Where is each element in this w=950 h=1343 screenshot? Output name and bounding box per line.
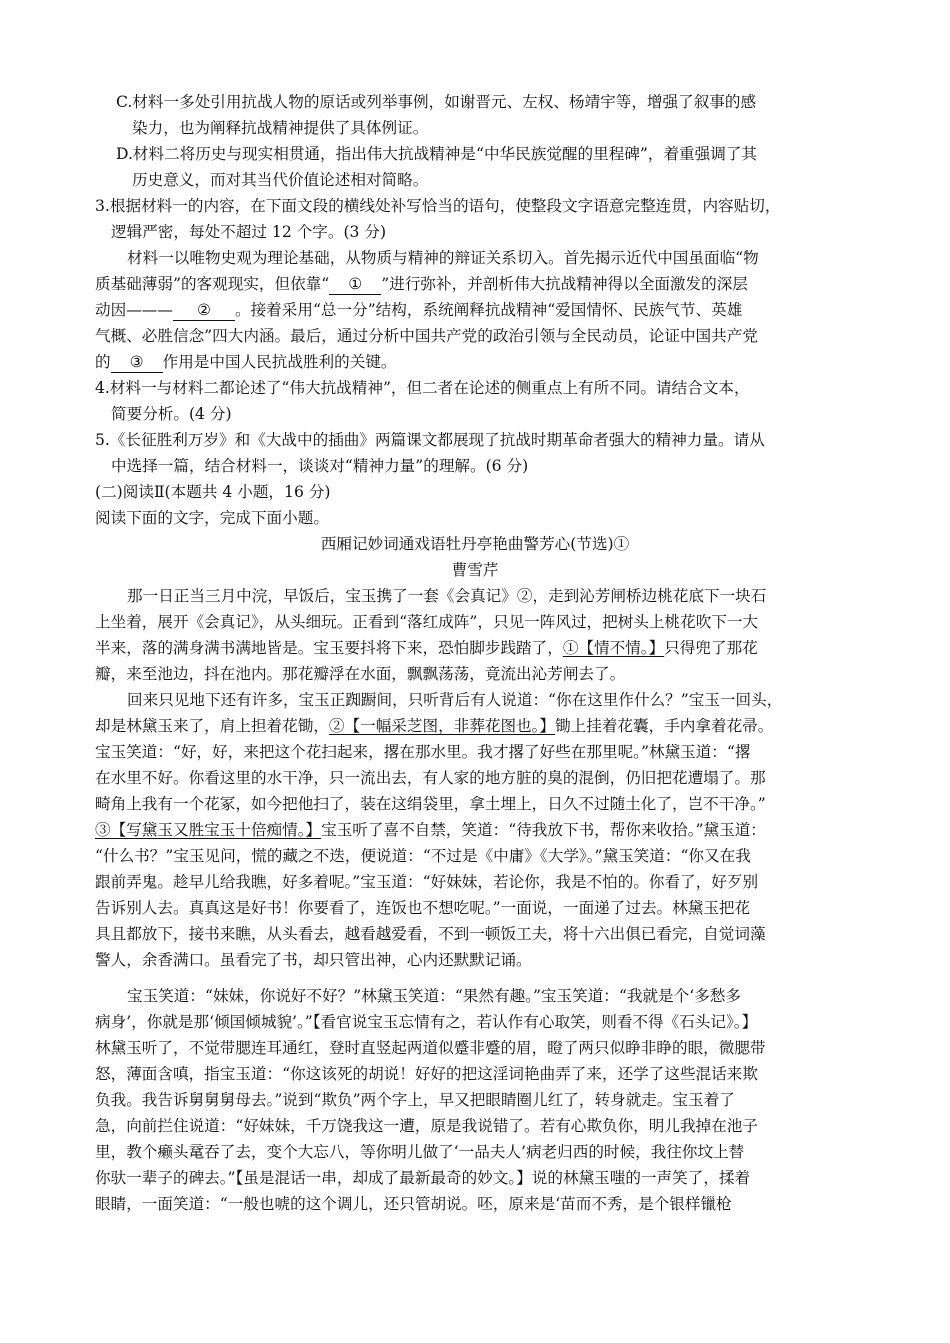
p3-line2: 病身’，你就是那‘倾国倾城貌’。”【看官说宝玉忘情有之，若认作有心取笑，则看不得《石头记》。】 <box>95 1013 758 1031</box>
passage-author: 曹雪芹 <box>451 561 499 579</box>
p3-line7: 里，教个癞头鼋吞了去，变个大忘八，等你明儿做了‘一品夫人’病老归西的时候，我往你坟上替 <box>95 1143 745 1161</box>
p3-line3: 林黛玉听了，不觉带腮连耳通红，登时直竖起两道似蹙非蹙的眉，瞪了两只似睁非睁的眼，微腮带 <box>95 1039 766 1057</box>
p1-line4: 瓣，来至池边，抖在池内。那花瓣浮在水面，飘飘荡荡，竟流出沁芳闸去了。 <box>95 665 626 683</box>
p2-line4: 在水里不好。你看这里的水干净，只一流出去，有人家的地方脏的臭的混倒，仍旧把花遭塌了。那 <box>95 769 766 787</box>
question-3-passage-line2 <box>95 273 748 295</box>
p3-line9: 眼睛，一面笑道：“一般也唬的这个调儿，还只管胡说。呸，原来是‘苗而不秀，是个银样镴枪 <box>95 1195 732 1213</box>
p2-line2 <box>95 715 773 737</box>
p1-line3-after: 只得兜了那花 <box>664 639 758 657</box>
p2-line11: 警人，余香满口。虽看完了书，却只管出神，心内还默默记诵。 <box>95 951 532 969</box>
p2-line2-after: 锄上挂着花囊，手内拿着花帚。 <box>555 717 774 735</box>
p2-line6-after: 宝玉听了喜不自禁，笑道：“待我放下书，帮你来收拾。”黛玉道： <box>321 821 766 839</box>
question-3-passage-line5 <box>95 351 397 373</box>
section-heading: (二)阅读Ⅱ(本题共 4 小题，16 分) <box>95 483 331 501</box>
question-4-line2: 简要分析。(4 分) <box>111 405 232 423</box>
passage-title: 西厢记妙词通戏语牡丹亭艳曲警芳心(节选)① <box>320 535 630 553</box>
p2-line9: 告诉别人去。真真这是好书！你要看了，连饭也不想吃呢。”一面说，一面递了过去。林黛玉把花 <box>95 899 751 917</box>
q3-text-e: 的 <box>95 353 111 371</box>
annotation-1: ①【情不情。】 <box>562 639 665 657</box>
question-5-line1: 5.《长征胜利万岁》和《大战中的插曲》两篇课文都展现了抗战时期革命者强大的精神力量。请从 <box>95 431 765 449</box>
p3-line4: 怒，薄面含嗔，指宝玉道：“你这该死的胡说！好好的把这淫词艳曲弄了来，还学了这些混话来欺 <box>95 1065 758 1083</box>
q3-text-f: 作用是中国人民抗战胜利的关键。 <box>162 353 397 371</box>
option-c-line1: C.材料一多处引用抗战人物的原话或列举事例，如谢晋元、左权、杨靖宇等，增强了叙事的感 <box>116 93 757 111</box>
p2-line6 <box>95 819 766 841</box>
q3-text-b: ”进行弥补，并剖析伟大抗战精神得以全面激发的深层 <box>381 275 748 293</box>
annotation-2: ②【一幅采芝图，非葬花图也。】 <box>328 717 556 735</box>
option-d-line1: D.材料二将历史与现实相贯通，指出伟大抗战精神是“中华民族觉醒的里程碑”，着重强调了其 <box>116 145 758 163</box>
p2-line10: 具且都放下，接书来瞧，从头看去，越看越爱看，不到一顿饭工夫，将十六出俱已看完，自觉词藻 <box>95 925 766 943</box>
fill-blank-1[interactable]: ① <box>329 275 381 295</box>
q3-text-c: 动因——— <box>95 301 173 319</box>
question-5-line2: 中选择一篇，结合材料一，谈谈对“精神力量”的理解。(6 分) <box>111 457 529 475</box>
option-c-line2: 染力，也为阐释抗战精神提供了具体例证。 <box>132 119 429 137</box>
question-4-line1: 4.材料一与材料二都论述了“伟大抗战精神”，但二者在论述的侧重点上有所不同。请结合文本， <box>95 379 750 397</box>
p1-line2: 上坐着，展开《会真记》，从头细玩。正看到“落红成阵”，只见一阵风过，把树头上桃花吹下一大 <box>95 613 759 631</box>
p2-line5: 畸角上我有一个花冢，如今把他扫了，装在这绢袋里，拿土埋上，日久不过随土化了，岂不干净。” <box>95 795 766 813</box>
question-3-passage-line4: 气概、必胜信念”四大内涵。最后，通过分析中国共产党的政治引领与全民动员，论证中国共产党 <box>95 327 758 345</box>
p1-line1: 那一日正当三月中浣，早饭后，宝玉携了一套《会真记》②，走到沁芳闸桥边桃花底下一块石 <box>127 587 767 605</box>
fill-blank-2[interactable]: ② <box>173 301 235 321</box>
annotation-3: ③【写黛玉又胜宝玉十倍痴情。】 <box>95 821 322 839</box>
fill-blank-3[interactable]: ③ <box>111 353 163 373</box>
p3-line6: 急，向前拦住说道：“好妹妹，千万饶我这一遭，原是我说错了。若有心欺负你，明儿我掉在池子 <box>95 1117 758 1135</box>
question-3-passage-line1: 材料一以唯物史观为理论基础，从物质与精神的辩证关系切入。首先揭示近代中国虽面临“物 <box>127 249 759 267</box>
p3-line5: 负我。我告诉舅舅舅母去。”说到“欺负”两个字上，早又把眼睛圈儿红了，转身就走。宝玉着了 <box>95 1091 735 1109</box>
p2-line3: 宝玉笑道：“好，好，来把这个花扫起来，撂在那水里。我才撂了好些在那里呢。”林黛玉道：“撂 <box>95 743 751 761</box>
question-3-stem-line1: 3.根据材料一的内容，在下面文段的横线处补写恰当的语句，使整段文字语意完整连贯，内容贴切， <box>95 197 781 215</box>
p2-line1: 回来只见地下还有许多，宝玉正踟蹰间，只听背后有人说道：“你在这里作什么？”宝玉一回头， <box>127 691 783 709</box>
p3-line1: 宝玉笑道：“妹妹，你说好不好？”林黛玉笑道：“果然有趣。”宝玉笑道：“我就是个‘多愁多 <box>127 987 741 1005</box>
p1-line3-text: 半来，落的满身满书满地皆是。宝玉要抖将下来，恐怕脚步践踏了， <box>95 639 563 657</box>
option-d-line2: 历史意义，而对其当代价值论述相对简略。 <box>132 171 429 189</box>
q3-text-d: 。接着采用“总一分”结构，系统阐释抗战精神“爱国情怀、民族气节、英雄 <box>234 301 743 319</box>
question-3-stem-line2: 逻辑严密，每处不超过 12 个字。(3 分) <box>111 223 387 241</box>
section-instruction: 阅读下面的文字，完成下面小题。 <box>95 509 329 527</box>
question-3-passage-line3 <box>95 299 742 321</box>
q3-text-a: 质基础薄弱”的客观现实，但依靠“ <box>95 275 330 293</box>
p2-line7: “什么书？”宝玉见问，慌的藏之不迭，便说道：“不过是《中庸》《大学》。”黛玉笑道：“你又在我 <box>95 847 751 865</box>
p2-line2-text: 却是林黛玉来了，肩上担着花锄， <box>95 717 329 735</box>
p1-line3 <box>95 637 758 659</box>
p3-line8: 你驮一辈子的碑去。”【虽是混话一串，却成了最新最奇的妙文。】说的林黛玉嗤的一声笑了，揉着 <box>95 1169 751 1187</box>
p2-line8: 跟前弄鬼。趁早儿给我瞧，好多着呢。”宝玉道：“好妹妹，若论你，我是不怕的。你看了，好歹别 <box>95 873 759 891</box>
